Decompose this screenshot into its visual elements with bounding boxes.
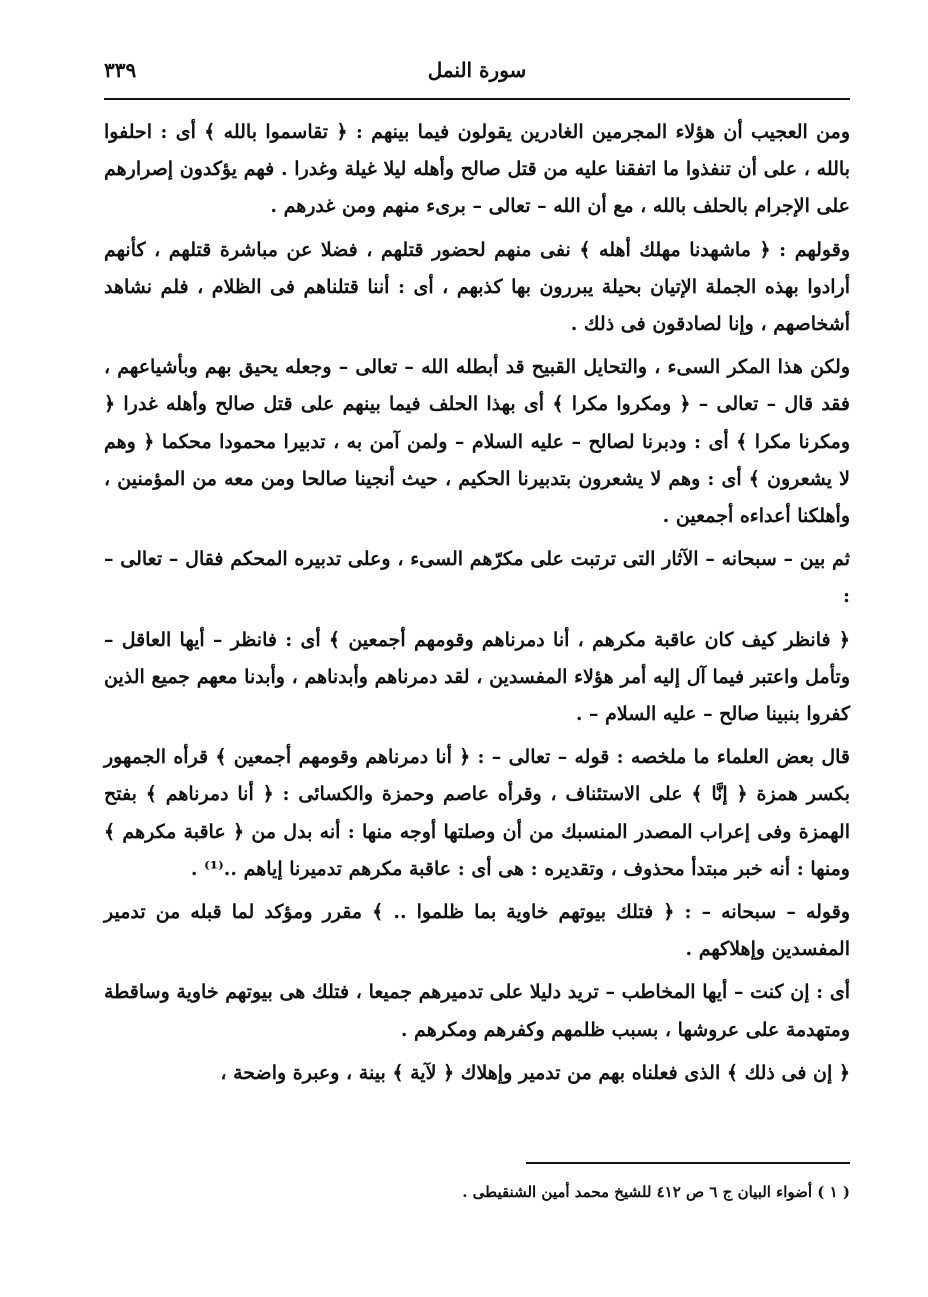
paragraph-6: قال بعض العلماء ما ملخصه : قوله – تعالى – : ﴿ أنا دمرناهم وقومهم أجمعين ﴾ قرأه الجمهور بكسر همزة ﴿ إنَّا ﴾ على الاستئناف ، وقرأه عاصم وحمزة والكسائى : ﴿ أنا دمرناهم ﴾ بفتح الهمزة وفى إعراب المصدر المنسبك من أن وصلتها أوجه منها : أنه بدل من ﴿ عاقبة مكرهم ﴾ ومنها : أنه خبر مبتدأ محذوف ، وتقديره : هى أى : عاقبة مكرهم تدميرنا إياهم ..⁽¹⁾ . <box>104 746 850 880</box>
header-divider <box>104 98 850 100</box>
paragraph-8: أى : إن كنت – أيها المخاطب – تريد دليلا على تدميرهم جميعا ، فتلك هى بيوتهم خاوية وساقطة ومتهدمة على عروشها ، بسبب ظلمهم وكفرهم ومكرهم . <box>104 981 850 1041</box>
main-text <box>104 114 850 1098</box>
page-number: ٣٣٩ <box>104 58 137 82</box>
paragraph-3: ولكن هذا المكر السىء ، والتحايل القبيح قد أبطله الله – تعالى – وجعله يحيق بهم وبأشياعهم ، فقد قال – تعالى – ﴿ ومكروا مكرا ﴾ أى بهذا الحلف فيما بينهم على قتل صالح وأهله غدرا ﴿ ومكرنا مكرا ﴾ أى : ودبرنا لصالح – عليه السلام – ولمن آمن به ، تدبيرا محمودا محكما ﴿ وهم لا يشعرون ﴾ أى : وهم لا يشعرون بتدبيرنا الحكيم ، حيث أنجينا صالحا ومن معه من المؤمنين ، وأهلكنا أعداءه أجمعين . <box>104 356 851 528</box>
surah-title: سورة النمل <box>427 58 527 82</box>
footnote-divider <box>526 1162 850 1164</box>
paragraph-9: ﴿ إن فى ذلك ﴾ الذى فعلناه بهم من تدمير وإهلاك ﴿ لآية ﴾ بينة ، وعبرة واضحة ، <box>220 1061 850 1084</box>
paragraph-1: ومن العجيب أن هؤلاء المجرمين الغادرين يقولون فيما بينهم : ﴿ تقاسموا بالله ﴾ أى : احلفوا بالله ، على أن تنفذوا ما اتفقنا عليه من قتل صالح وأهله ليلا غيلة وغدرا . فهم يؤكدون إصرارهم على الإجرام بالحلف بالله ، مع أن الله – تعالى – برىء منهم ومن غدرهم . <box>104 121 850 218</box>
paragraph-2: وقولهم : ﴿ ماشهدنا مهلك أهله ﴾ نفى منهم لحضور قتلهم ، فضلا عن مباشرة قتلهم ، كأنهم أرادوا بهذه الجملة الإتيان بحيلة يبررون بها كذبهم ، أى : أننا قتلناهم فى الظلام ، فلم نشاهد أشخاصهم ، وإنا لصادقون فى ذلك . <box>104 238 850 336</box>
page-header <box>104 52 850 92</box>
paragraph-5: ﴿ فانظر كيف كان عاقبة مكرهم ، أنا دمرناهم وقومهم أجمعين ﴾ أى : فانظر – أيها العاقل – وتأمل واعتبر فيما آل إليه أمر هؤلاء المفسدين ، لقد دمرناهم وأبدناهم ، وأبدنا معهم جميع الذين كفروا بنبينا صالح – عليه السلام – . <box>104 628 850 726</box>
paragraph-4: ثم بين – سبحانه – الآثار التى ترتبت على مكرّهم السىء ، وعلى تدبيره المحكم فقال – تعالى – : <box>104 548 850 608</box>
footnote: ( ١ ) أضواء البيان ج ٦ ص ٤١٢ للشيخ محمد أمين الشنقيطى . <box>462 1183 850 1201</box>
paragraph-7: وقوله – سبحانه – : ﴿ فتلك بيوتهم خاوية بما ظلموا .. ﴾ مقرر ومؤكد لما قبله من تدمير المفسدين وإهلاكهم . <box>104 901 850 961</box>
